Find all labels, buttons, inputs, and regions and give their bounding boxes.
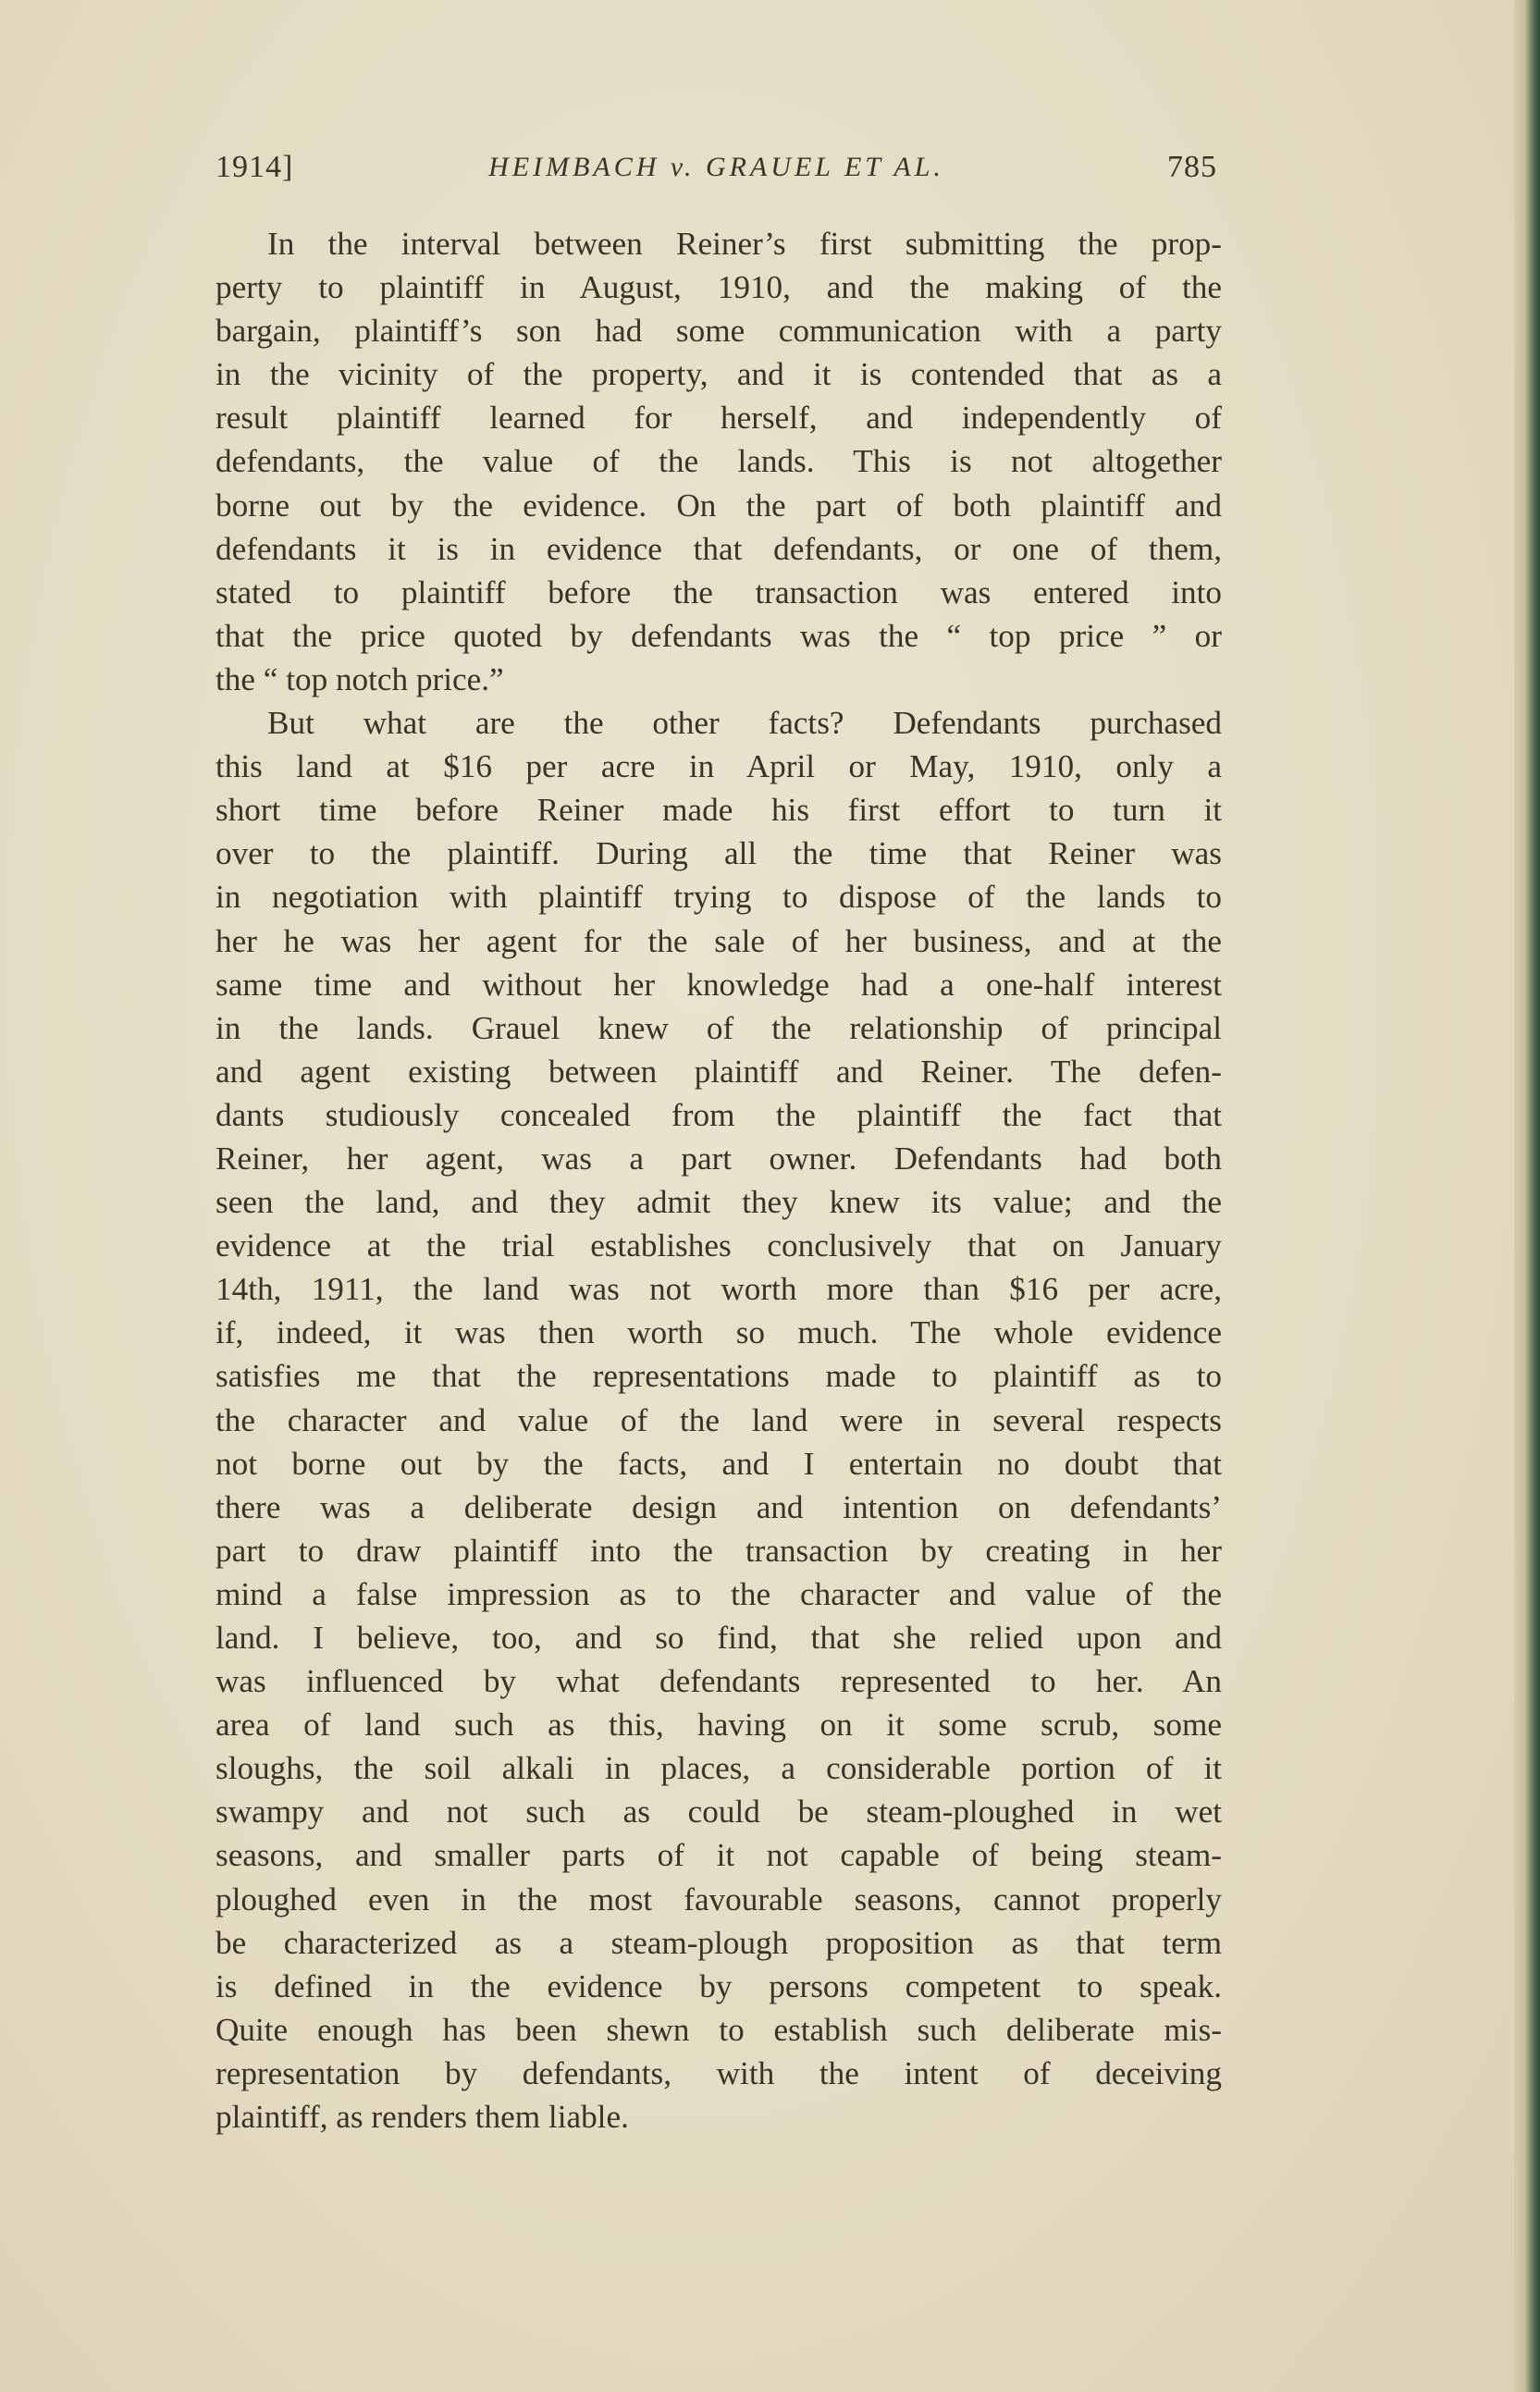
text-line: swampy and not such as could be steam-ploughed in wet bbox=[216, 1794, 1222, 1831]
text-line: ploughed even in the most favourable seasons, cannot properly bbox=[216, 1880, 1222, 1917]
page-number: 785 bbox=[1167, 150, 1217, 184]
text-line: her he was her agent for the sale of her business, and at the bbox=[216, 922, 1222, 959]
text-line: in the vicinity of the property, and it is contended that as a bbox=[216, 356, 1222, 393]
text-line: is defined in the evidence by persons competent to speak. bbox=[216, 1967, 1222, 2004]
text-line: in the lands. Grauel knew of the relationship of principal bbox=[216, 1009, 1222, 1046]
text-line: 14th, 1911, the land was not worth more than $16 per acre, bbox=[216, 1271, 1222, 1308]
text-line: sloughs, the soil alkali in places, a considerable portion of it bbox=[216, 1750, 1222, 1787]
text-line: plaintiff, as renders them liable. bbox=[216, 2099, 629, 2136]
text-line: short time before Reiner made his first effort to turn it bbox=[216, 792, 1222, 829]
paragraph bbox=[216, 701, 1222, 2139]
text-line: seasons, and smaller parts of it not capable of being steam- bbox=[216, 1837, 1222, 1874]
text-line: defendants, the value of the lands. This is not altogether bbox=[216, 443, 1222, 480]
paragraph bbox=[216, 222, 1222, 701]
text-line: same time and without her knowledge had a one-half interest bbox=[216, 966, 1222, 1003]
text-line: seen the land, and they admit they knew its value; and the bbox=[216, 1184, 1222, 1221]
text-line: if, indeed, it was then worth so much. The whole evidence bbox=[216, 1314, 1222, 1351]
text-line: not borne out by the facts, and I entertain no doubt that bbox=[216, 1445, 1222, 1482]
text-line: evidence at the trial establishes conclusively that on January bbox=[216, 1227, 1222, 1264]
text-line: in negotiation with plaintiff trying to dispose of the lands to bbox=[216, 879, 1222, 916]
text-line: mind a false impression as to the character and value of the bbox=[216, 1575, 1222, 1612]
text-line: perty to plaintiff in August, 1910, and the making of the bbox=[216, 269, 1222, 306]
text-line: this land at $16 per acre in April or May, 1910, only a bbox=[216, 748, 1222, 785]
text-line: Quite enough has been shewn to establish such deliberate mis- bbox=[216, 2011, 1222, 2048]
text-line: bargain, plaintiff’s son had some communication with a party bbox=[216, 313, 1222, 350]
text-line: area of land such as this, having on it some scrub, some bbox=[216, 1707, 1222, 1744]
text-line: dants studiously concealed from the plaintiff the fact that bbox=[216, 1096, 1222, 1133]
text-line: representation by defendants, with the intent of deceiving bbox=[216, 2054, 1222, 2091]
text-line: land. I believe, too, and so find, that she relied upon and bbox=[216, 1620, 1222, 1656]
text-line: borne out by the evidence. On the part of both plaintiff and bbox=[216, 487, 1222, 524]
text-line: satisfies me that the representations made to plaintiff as to bbox=[216, 1358, 1222, 1395]
text-line: over to the plaintiff. During all the time that Reiner was bbox=[216, 835, 1222, 872]
body-text bbox=[216, 222, 1222, 2139]
text-line: that the price quoted by defendants was the “ top price ” or bbox=[216, 617, 1222, 654]
text-line: result plaintiff learned for herself, and independently of bbox=[216, 400, 1222, 437]
header-case-title: HEIMBACH v. GRAUEL ET AL. bbox=[488, 152, 944, 182]
text-line: defendants it is in evidence that defendants, or one of them, bbox=[216, 530, 1222, 567]
text-line: and agent existing between plaintiff and Reiner. The defen- bbox=[216, 1053, 1222, 1090]
text-line: stated to plaintiff before the transaction was entered into bbox=[216, 573, 1222, 610]
text-line: be characterized as a steam-plough proposition as that term bbox=[216, 1924, 1222, 1961]
text-line: the character and value of the land were in several respects bbox=[216, 1401, 1222, 1438]
text-line: Reiner, her agent, was a part owner. Defendants had both bbox=[216, 1140, 1222, 1177]
text-line: In the interval between Reiner’s first submitting the prop- bbox=[267, 226, 1222, 262]
text-line: But what are the other facts? Defendants purchased bbox=[267, 705, 1222, 742]
text-line: there was a deliberate design and intention on defendants’ bbox=[216, 1488, 1222, 1525]
running-header bbox=[216, 150, 1217, 198]
text-line: the “ top notch price.” bbox=[216, 660, 504, 697]
text-line: part to draw plaintiff into the transaction by creating in her bbox=[216, 1532, 1222, 1569]
page-edge bbox=[1514, 0, 1540, 2392]
header-year: 1914] bbox=[216, 150, 294, 184]
text-line: was influenced by what defendants represented to her. An bbox=[216, 1663, 1222, 1700]
